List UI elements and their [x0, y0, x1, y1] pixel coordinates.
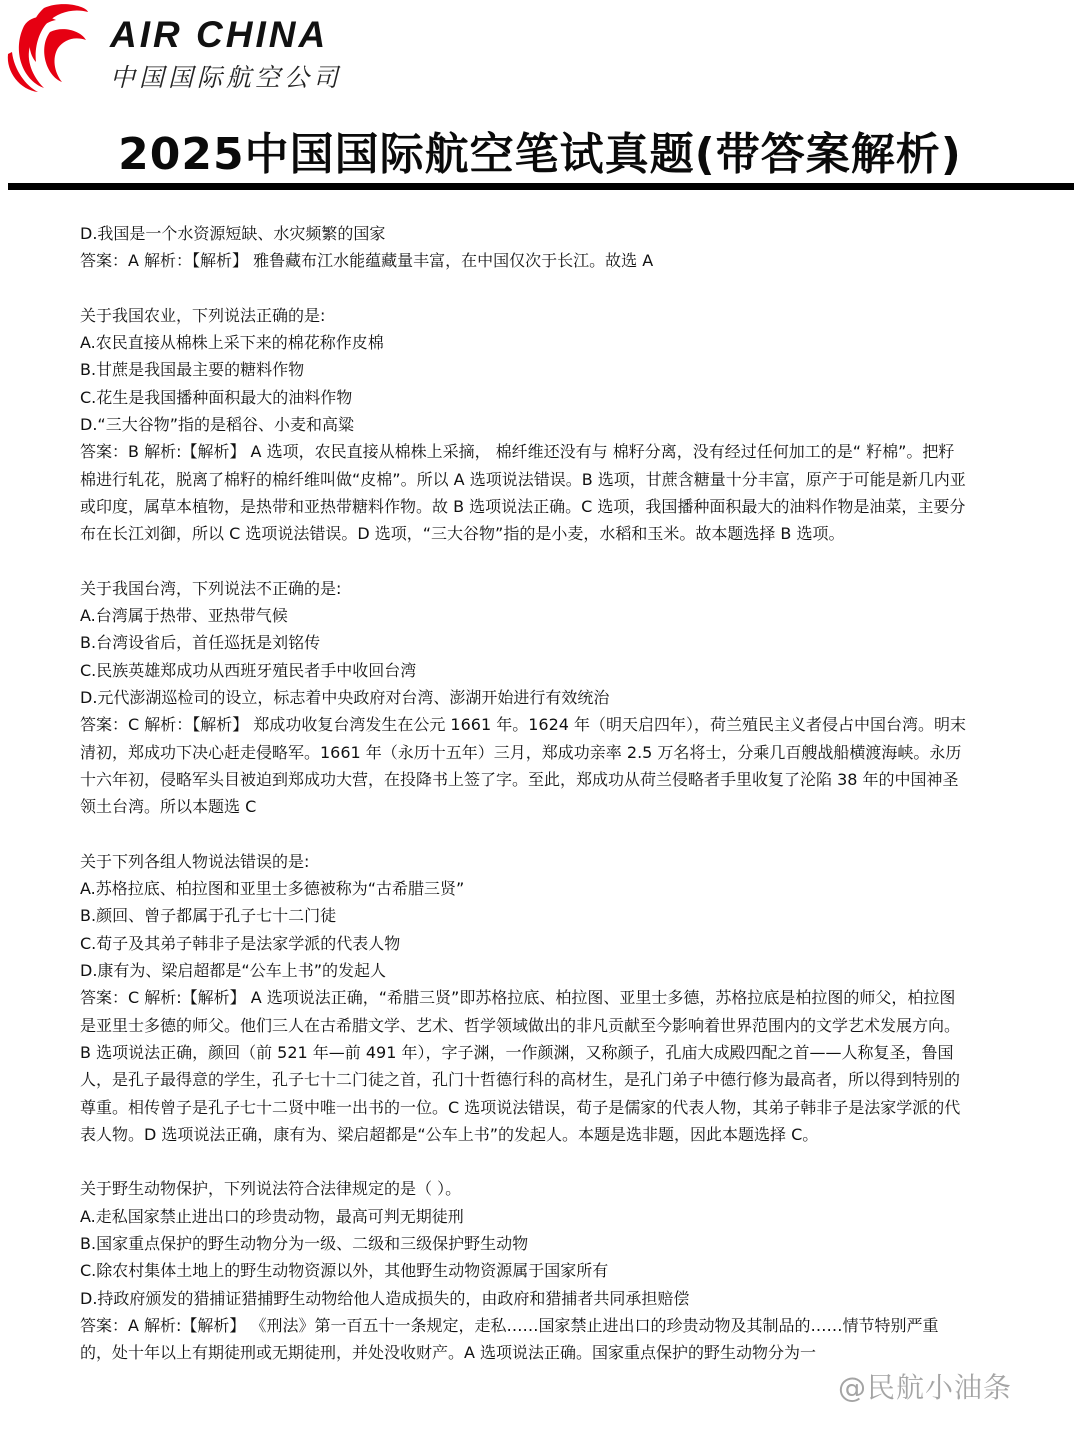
- air-china-phoenix-logo-icon: [4, 2, 96, 94]
- question-option: B.甘蔗是我国最主要的糖料作物: [80, 360, 305, 380]
- question-answer: 答案：C 解析：【解析】 郑成功收复台湾发生在公元 1661 年。1624 年（明天启四年），荷兰殖民主义者侵占中国台湾。明末清初，郑成功下决心赶走侵略军。1661 年（永历十五年）三月，郑成功亲率 2.5 万名将士，分乘几百艘战船横渡海峡。永历十六年初，侵略军头目被迫到郑成功大营，在投降书上签了字。至此，郑成功从荷兰侵略者手里收复了沦陷 38 年的中国神圣领土台湾。所以本题选 C: [80, 715, 967, 817]
- question-stem: 关于我国台湾，下列说法不正确的是:: [80, 578, 342, 598]
- lead-option-d: D.我国是一个水资源短缺、水灾频繁的国家: [80, 224, 386, 243]
- question-stem: 关于下列各组人物说法错误的是:: [80, 851, 310, 871]
- brand-name-en: AIR CHINA: [110, 14, 329, 55]
- question-option: A.苏格拉底、柏拉图和亚里士多德被称为“古希腊三贤”: [80, 879, 465, 899]
- page-title: 2025中国国际航空笔试真题(带答案解析): [118, 129, 962, 180]
- question-option: D.“三大谷物”指的是稻谷、小麦和高粱: [80, 415, 354, 435]
- page-header: [0, 0, 1080, 200]
- question-block: [80, 848, 968, 1148]
- question-option: B.颜回、曾子都属于孔子七十二门徒: [80, 906, 337, 926]
- question-option: C.民族英雄郑成功从西班牙殖民者手中收回台湾: [80, 660, 417, 680]
- question-option: C.花生是我国播种面积最大的油料作物: [80, 387, 353, 407]
- document-body: [80, 220, 968, 1366]
- question-option: C.除农村集体土地上的野生动物资源以外，其他野生动物资源属于国家所有: [80, 1261, 609, 1281]
- question-stem: 关于我国农业，下列说法正确的是:: [80, 305, 326, 325]
- question-option: D.持政府颁发的猎捕证猎捕野生动物给他人造成损失的，由政府和猎捕者共同承担赔偿: [80, 1288, 690, 1308]
- brand-name-cn: 中国国际航空公司: [110, 63, 343, 92]
- question-option: D.元代澎湖巡检司的设立，标志着中央政府对台湾、澎湖开始进行有效统治: [80, 688, 610, 708]
- question-option: A.农民直接从棉株上采下来的棉花称作皮棉: [80, 333, 384, 353]
- question-option: D.康有为、梁启超都是“公车上书”的发起人: [80, 961, 386, 981]
- question-block: [80, 302, 968, 548]
- question-answer: 答案：A 解析:【解析】 《刑法》第一百五十一条规定，走私……国家禁止进出口的珍贵动物及其制品的……情节特别严重的，处十年以上有期徒刑或无期徒刑，并处没收财产。A 选项说法正确。国家重点保护的野生动物分为一: [80, 1315, 939, 1363]
- question-option: B.台湾设省后，首任巡抚是刘铭传: [80, 633, 321, 653]
- question-answer: 答案：C 解析:【解析】 A 选项说法正确，“希腊三贤”即苏格拉底、柏拉图、亚里士多德，苏格拉底是柏拉图的师父，柏拉图是亚里士多德的师父。他们三人在古希腊文学、艺术、哲学领域做出的非凡贡献至今影响着世界范围内的文学艺术发展方向。B 选项说法正确，颜回（前 521 年—前 491 年），字子渊，一作颜渊，又称颜子，孔庙大成殿四配之首——人称复圣，鲁国人，是孔子最得意的学生，孔子七十二门徒之首，孔门十哲德行科的高材生，是孔门弟子中德行修为最高者，所以得到特别的尊重。相传曾子是孔子七十二贤中唯一出书的一位。C 选项说法错误，荀子是儒家的代表人物，其弟子韩非子是法家学派的代表人物。D 选项说法正确，康有为、梁启超都是“公车上书”的发起人。本题是选非题，因此本题选择 C。: [80, 988, 961, 1144]
- question-option: C.荀子及其弟子韩非子是法家学派的代表人物: [80, 933, 401, 953]
- lead-answer: 答案：A 解析：【解析】 雅鲁藏布江水能蕴藏量丰富，在中国仅次于长江。故选 A: [80, 251, 654, 271]
- question-block: [80, 575, 968, 821]
- question-option: B.国家重点保护的野生动物分为一级、二级和三级保护野生动物: [80, 1233, 529, 1253]
- header-divider: [8, 183, 1074, 190]
- question-stem: 关于野生动物保护，下列说法符合法律规定的是（ ）。: [80, 1179, 462, 1199]
- question-option: A.走私国家禁止进出口的珍贵动物，最高可判无期徒刑: [80, 1206, 464, 1226]
- watermark: @民航小油条: [838, 1371, 1013, 1404]
- question-block: [80, 1175, 968, 1366]
- question-answer: 答案：B 解析:【解析】 A 选项，农民直接从棉株上采摘， 棉纤维还没有与 棉籽分离，没有经过任何加工的是“ 籽棉”。把籽棉进行轧花，脱离了棉籽的棉纤维叫做“皮棉”。所以 A 选项说法错误。B 选项，甘蔗含糖量十分丰富，原产于可能是新几内亚或印度，属草本植物，是热带和亚热带糖料作物。故 B 选项说法正确。C 选项，我国播种面积最大的油料作物是油菜，主要分布在长江刘御，所以 C 选项说法错误。D 选项，“三大谷物”指的是小麦，水稻和玉米。故本题选择 B 选项。: [80, 442, 966, 544]
- question-option: A.台湾属于热带、亚热带气候: [80, 606, 288, 626]
